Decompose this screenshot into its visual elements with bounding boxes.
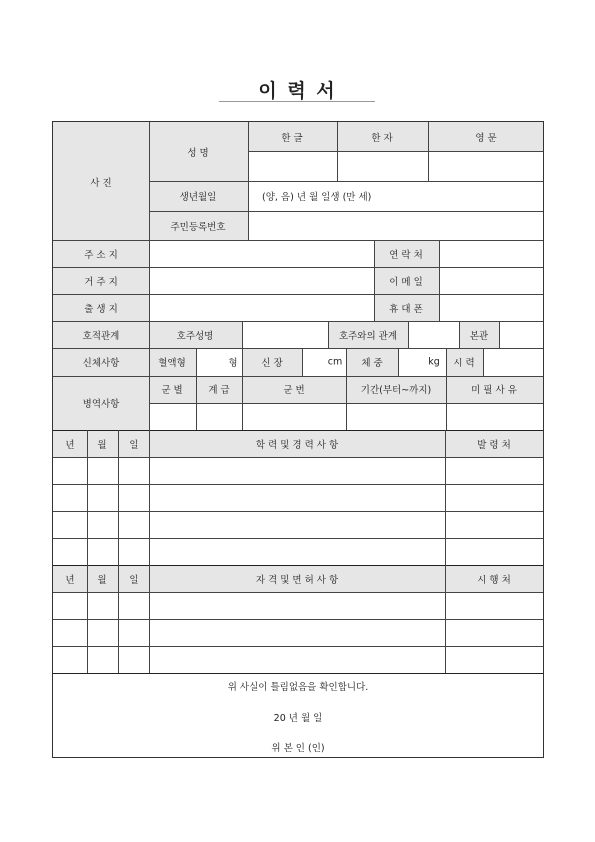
- mobile-field[interactable]: [440, 295, 542, 320]
- lic-title: 자 격 및 면 허 사 항: [255, 575, 339, 586]
- head-name-label: 호주성명: [176, 331, 214, 342]
- height-label: 신 장: [261, 358, 283, 369]
- vision-label: 시 력: [453, 358, 475, 369]
- military-branch-label: 군 별: [161, 385, 183, 396]
- family-relation-label: 호적관계: [82, 331, 120, 342]
- lic-year-header: 년: [65, 575, 75, 586]
- name-korean-field[interactable]: [249, 152, 336, 180]
- domicile-label: 주 소 지: [84, 250, 118, 261]
- edu-title: 학 력 및 경 력 사 항: [255, 440, 339, 451]
- military-number-label: 군 번: [283, 385, 305, 396]
- name-label: 성 명: [187, 148, 209, 159]
- domicile-field[interactable]: [150, 241, 373, 266]
- photo-label: 사 진: [90, 178, 112, 189]
- name-hanja-field[interactable]: [338, 152, 427, 180]
- weight-unit: kg: [428, 356, 440, 368]
- weight-label: 체 중: [361, 358, 383, 369]
- contact-field[interactable]: [440, 241, 542, 266]
- residence-label: 거 주 지: [84, 277, 118, 288]
- blood-type-label: 혈액형: [158, 358, 186, 369]
- edu-month-header: 월: [97, 440, 107, 451]
- birthplace-field[interactable]: [150, 295, 373, 320]
- edu-day-header: 일: [129, 440, 139, 451]
- residence-field[interactable]: [150, 268, 373, 293]
- hanja-label: 한 자: [371, 133, 393, 144]
- name-english-field[interactable]: [429, 152, 542, 180]
- english-label: 영 문: [475, 133, 497, 144]
- birthdate-label: 생년월일: [179, 192, 217, 203]
- resident-no-label: 주민등록번호: [170, 222, 226, 233]
- lic-month-header: 월: [97, 575, 107, 586]
- confirm-signer: 위 본 인 (인): [271, 743, 325, 754]
- military-label: 병역사항: [82, 399, 120, 410]
- resident-no-field[interactable]: [249, 212, 542, 239]
- email-field[interactable]: [440, 268, 542, 293]
- edu-year-header: 년: [65, 440, 75, 451]
- blood-type-unit: 형: [228, 358, 238, 369]
- title-underline: [219, 101, 375, 102]
- email-label: 이 메 일: [389, 277, 423, 288]
- confirm-statement: 위 사실이 틀림없음을 확인합니다.: [227, 682, 369, 693]
- body-label: 신체사항: [82, 358, 120, 369]
- document-title: 이 력 서: [258, 80, 337, 102]
- mobile-label: 휴 대 폰: [389, 304, 423, 315]
- military-period-label: 기간(부터~까지): [360, 385, 432, 396]
- lic-day-header: 일: [129, 575, 139, 586]
- origin-label: 본관: [469, 331, 489, 342]
- lic-issuer-header: 시 행 처: [477, 575, 511, 586]
- military-exempt-label: 미 필 사 유: [471, 385, 517, 396]
- height-unit: cm: [327, 356, 343, 368]
- korean-label: 한 글: [281, 133, 303, 144]
- relation-to-head-label: 호주와의 관계: [338, 331, 398, 342]
- birthplace-label: 출 생 지: [84, 304, 118, 315]
- edu-issuer-header: 발 령 처: [477, 440, 511, 451]
- birthdate-value: (양, 음) 년 월 일생 (만 세): [262, 192, 372, 203]
- military-rank-label: 계 급: [208, 385, 230, 396]
- contact-label: 연 락 처: [389, 250, 423, 261]
- confirm-date: 20 년 월 일: [273, 713, 323, 724]
